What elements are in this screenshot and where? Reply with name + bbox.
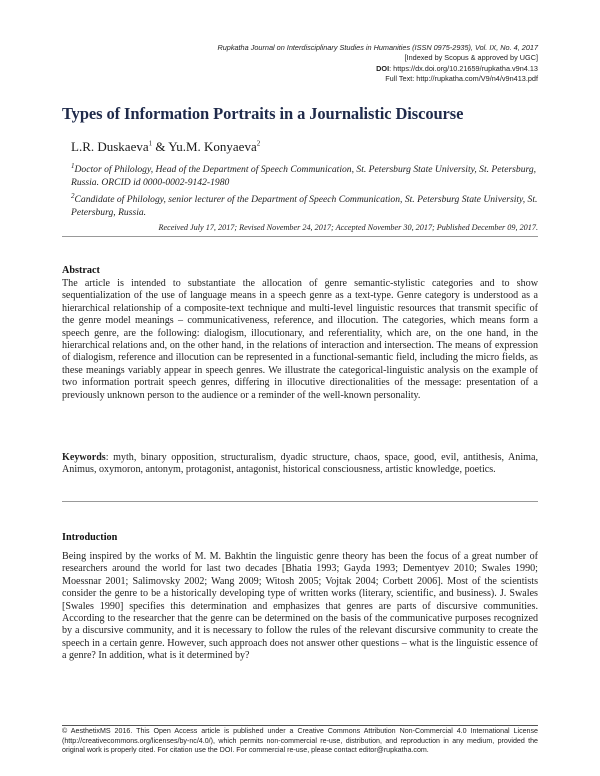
affiliation-2 [71, 190, 541, 219]
affiliation-2-sup: 2 [71, 192, 75, 200]
abstract-heading: Abstract [62, 265, 100, 276]
publication-dates: Received July 17, 2017; Revised November 24, 2017; Accepted November 30, 2017; Published December 09, 2017. [158, 223, 538, 232]
paper-title: Types of Information Portraits in a Journalistic Discourse [62, 104, 464, 123]
license-footer: © AesthetixMS 2016. This Open Access article is published under a Creative Commons Attribution Non-Commercial 4.0 International License (http://creativecommons.org/licenses/by-nc/4.0/), which permits non-commercial re-use, distribution, and reproduction in any medium, provided the original work is properly cited. For citation use the DOI. For commercial re-use, please contact editor@rupkatha.com. [62, 727, 538, 755]
divider-top [62, 236, 538, 237]
author-1: L.R. Duskaeva [71, 139, 149, 154]
fulltext-link[interactable]: Full Text: http://rupkatha.com/V9/n4/v9n413.pdf [385, 74, 538, 84]
affiliation-1-text: Doctor of Philology, Head of the Department of Speech Communication, St. Petersburg State University, St. Petersburg, Russia. ORCID id 0000-0002-9142-1980 [71, 164, 537, 188]
author-2-sup: 2 [256, 139, 261, 148]
author-separator: & [152, 139, 169, 154]
journal-header [217, 43, 538, 85]
abstract-text: The article is intended to substantiate the allocation of genre semantic-stylistic categories and to show sequentialization of the use of language means in a speech genre as a text-type. Genre category is understood as a hierarchical relationship of a composite-text technique and multi-level linguistic resources that transmit specific of the genre model meanings – communicativeness, reference, and illocution. The categories, which means form a speech genre, are the following: dialogism, illocutionary, and referentiality, which are, on the one hand, in the hierarchical relations and, on the other hand, in the relations of interaction and intersection. The means of expression of dialogism, reference and illocution can be represented in a functional-semantic field, including the micro fields, as these meanings variably appear in speech genres. We illustrate the categorical-linguistic analysis on the example of two information portrait speech genres, differing in illocutive directionalities of the message: presentation of a previously unknown person to the audience or a reminder of the well-known personality. [62, 278, 538, 401]
doi-label: DOI [376, 63, 390, 73]
keywords-text: : myth, binary opposition, structuralism, dyadic structure, chaos, space, good, evil, antithesis, Anima, Animus, oxymoron, antonym, protagonist, antagonist, historical consciousness, artistic knowledge, poetics. [62, 452, 538, 476]
journal-citation: Rupkatha Journal on Interdisciplinary Studies in Humanities (ISSN 0975-2935), Vol. IX, No. 4, 2017 [217, 43, 538, 52]
doi-link[interactable]: : https://dx.doi.org/10.21659/rupkatha.v9n4.13 [389, 63, 538, 73]
introduction-heading: Introduction [62, 532, 118, 543]
author-1-sup: 1 [148, 139, 153, 148]
affiliation-1-sup: 1 [71, 162, 75, 170]
introduction-text: Being inspired by the works of M. M. Bakhtin the linguistic genre theory has been the focus of a great number of researchers around the world for last two decades [Bhatia 1993; Gayda 1993; Dementyev 2010; Swales 1990; Moessnar 2001; Salimovsky 2002; Wang 2009; Witosh 2005; Vojtak 2004; Corbett 2006]. Most of the scientists consider the genre to be a historically developing type of written works (literary, scientific, and business). J. Swales [Swales 1990] specifies this determination and emphasizes that genres are parts of discursive communities. According to the researcher that the genre can be determined on the basis of the communicative purposes recognized by a discursive community, and it is necessary to follow the rules of the relevant discursive community to create the speech in a certain genre. However, such approach does not answer other questions – what is the linguistic essence of a genre? In addition, what is it determined by? [62, 551, 538, 662]
affiliation-2-text: Candidate of Philology, senior lecturer of the Department of Speech Communication, St. Petersburg State University, St. Petersburg, Russia. [71, 194, 538, 218]
keywords-label: Keywords [62, 452, 106, 463]
affiliation-1 [71, 160, 541, 189]
authors-line [71, 139, 260, 155]
divider-bottom [62, 501, 538, 502]
doi-line [217, 64, 538, 74]
author-2: Yu.M. Konyaeva [168, 139, 257, 154]
indexed-note: [Indexed by Scopus & approved by UGC] [404, 53, 538, 63]
footer-divider [62, 725, 538, 726]
keywords-paragraph [62, 452, 538, 477]
